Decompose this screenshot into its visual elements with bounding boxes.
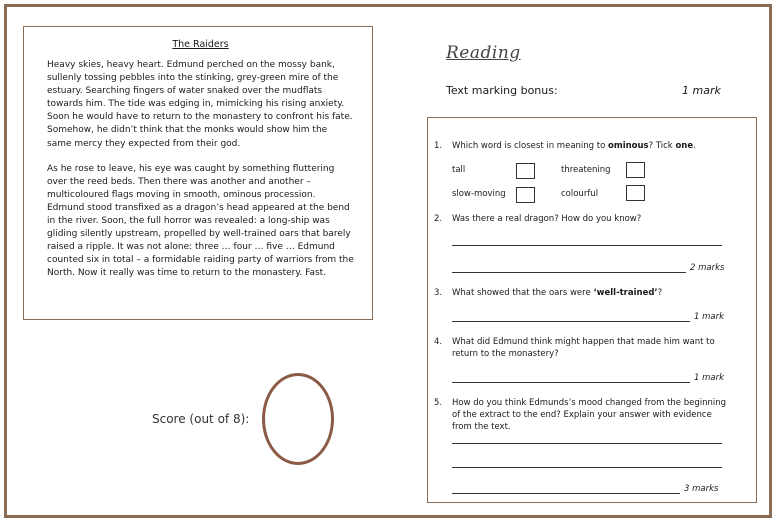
question-1-number: 1. [434,141,443,151]
option-tall-checkbox[interactable] [516,163,535,179]
option-slow-moving-label: slow-moving [452,189,506,199]
option-tall-label: tall [452,165,466,175]
story-title: The Raiders [172,39,229,50]
answer-line[interactable] [452,382,690,383]
option-threatening-label: threatening [561,165,611,175]
question-1-text-mid: ? Tick [648,141,676,151]
question-1-keyword: ominous [608,141,649,151]
text-marking-bonus-marks: 1 mark [682,84,721,97]
text-marking-bonus-label: Text marking bonus: [446,84,558,97]
question-3-marks: 1 mark [694,312,725,322]
question-1-text-start: Which word is closest in meaning to [452,141,608,151]
questions-panel [427,117,757,503]
question-5-text: How do you think Edmunds’s mood changed from the beginning of the extract to the end? Explain your answer with evidence from the text. [452,398,727,432]
story-paragraph-2: As he rose to leave, his eye was caught by something fluttering over the reed beds. Then there was another and another – multicoloured flags moving in smooth, ominous procession. Edmund stood transfixed as a dragon’s head appeared at the bend in the river. Soon, the full horror was revealed: a long-ship was gliding silently upstream, propelled by well-trained oars that barely raised a ripple. It was not alone: three … four … five … Edmund counted six in total – a formidable raiding party of warriors from the North. Now it really was time to return to the monastery. Fast. [47,163,354,279]
option-slow-moving-checkbox[interactable] [516,187,535,203]
question-5-number: 5. [434,398,443,408]
answer-line[interactable] [452,245,722,246]
answer-line[interactable] [452,493,680,494]
question-2-marks: 2 marks [690,263,725,273]
score-label: Score (out of 8): [152,412,250,426]
option-colourful-checkbox[interactable] [626,185,645,201]
question-1-text [452,140,732,152]
question-3-keyword: ‘well-trained’ [593,288,658,298]
question-1-text-end: . [693,141,696,151]
score-oval[interactable] [262,373,334,465]
question-2-number: 2. [434,214,443,224]
question-5-marks: 3 marks [684,484,719,494]
option-threatening-checkbox[interactable] [626,162,645,178]
question-3-number: 3. [434,288,443,298]
answer-line[interactable] [452,321,690,322]
answer-line[interactable] [452,443,722,444]
question-3-text [452,287,732,299]
story-paragraph-1: Heavy skies, heavy heart. Edmund perched on the mossy bank, sullenly tossing pebbles into the stinking, grey-green mire of the estuary. Searching fingers of water snaked over the mudflats towards him. The tide was edging in, mimicking his rising anxiety. Soon he would have to return to the monastery to confront his fate. Somehow, he didn’t think that the monks would show him the same mercy they expected from their god. [47,60,353,149]
answer-line[interactable] [452,272,686,273]
question-3-text-start: What showed that the oars were [452,288,594,298]
answer-line[interactable] [452,467,722,468]
question-3-text-end: ? [657,288,663,298]
reading-heading: Reading [446,43,521,63]
question-4-text: What did Edmund think might happen that made him want to return to the monastery? [452,337,715,359]
question-4-marks: 1 mark [694,373,725,383]
question-2-text: Was there a real dragon? How do you know? [452,214,642,224]
option-colourful-label: colourful [561,189,599,199]
question-4-number: 4. [434,337,443,347]
story-panel [23,26,373,320]
question-1-keyword-2: one [675,141,694,151]
